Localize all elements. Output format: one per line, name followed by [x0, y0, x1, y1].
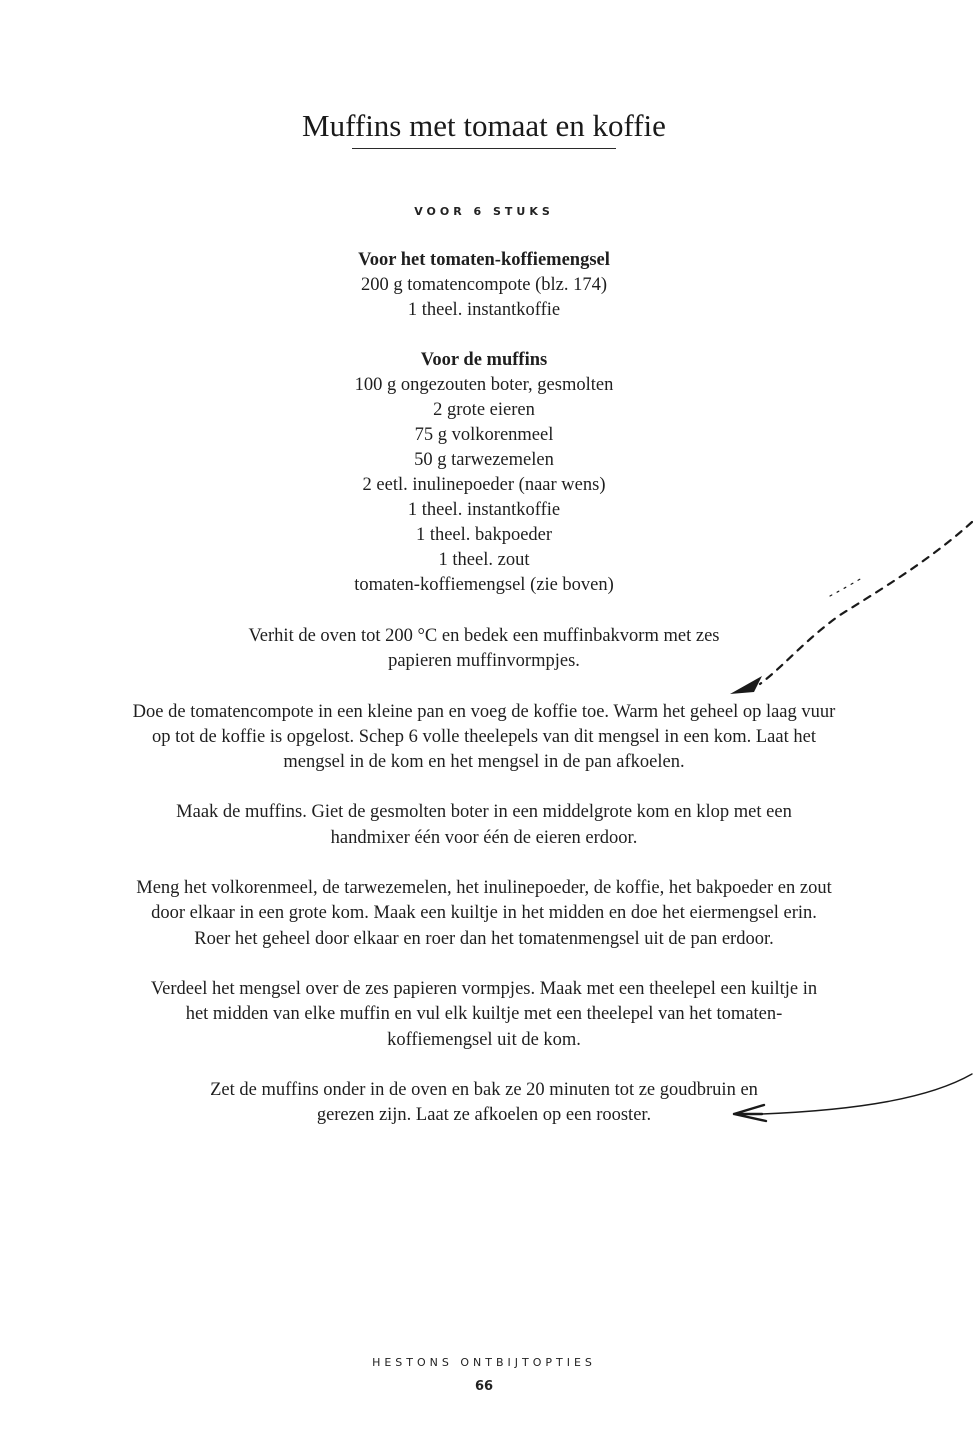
ingredient-item: 200 g tomatencompote (blz. 174): [360, 275, 608, 295]
ingredient-item: 2 eetl. inulinepoeder (naar wens): [362, 475, 606, 495]
method-step: Verhit de oven tot 200 °C en bedek een muffinbakvorm met zes papieren muffinvormpjes.: [248, 626, 720, 672]
page-title: Muffins met tomaat en koffie: [302, 108, 666, 143]
ingredients-list: [0, 248, 968, 623]
ingredient-item: tomaten-koffiemengsel (zie boven): [354, 575, 614, 595]
ingredient-item: 1 theel. instantkoffie: [407, 500, 561, 520]
ingredient-item: 1 theel. instantkoffie: [407, 300, 561, 320]
method-step: Maak de muffins. Giet de gesmolten boter in een middelgrote kom en klop met een handmixer één voor één de eieren erdoor.: [176, 802, 792, 848]
ingredient-group: [0, 348, 968, 598]
method-step: Doe de tomatencompote in een kleine pan en voeg de koffie toe. Warm het geheel op laag vuur op tot de koffie is opgelost. Schep 6 volle theelepels van dit mengsel in een kom. Laat het mengsel in de kom en het mengsel in de pan afkoelen.: [132, 701, 836, 773]
method-step: Zet de muffins onder in de oven en bak ze 20 minuten tot ze goudbruin en gerezen zijn. Laat ze afkoelen op een rooster.: [210, 1079, 758, 1126]
ingredient-item: 75 g volkorenmeel: [414, 425, 554, 445]
title-underline: [352, 148, 616, 149]
method-step: Verdeel het mengsel over de zes papieren vormpjes. Maak met een theelepel een kuiltje in het midden van elke muffin en vul elk kuiltje met een theelepel van het tomaten-koffiemengsel uit de kom.: [150, 978, 818, 1050]
ingredient-group-heading: Voor het tomaten-koffiemengsel: [358, 250, 610, 270]
ingredient-item: 100 g ongezouten boter, gesmolten: [354, 375, 614, 395]
ingredient-item: 1 theel. zout: [438, 550, 530, 570]
method-steps: [130, 624, 838, 1153]
running-footer: HESTONS ONTBIJTOPTIES: [372, 1356, 596, 1369]
ingredient-group-heading: Voor de muffins: [420, 350, 548, 370]
page-number: 66: [474, 1379, 494, 1394]
ingredient-item: 50 g tarwezemelen: [414, 450, 554, 470]
ingredient-item: 1 theel. bakpoeder: [415, 525, 553, 545]
method-step: Meng het volkorenmeel, de tarwezemelen, het inulinepoeder, de koffie, het bakpoeder en zout door elkaar in een grote kom. Maak een kuiltje in het midden en doe het eiermengsel erin. Roer het geheel door elkaar en roer dan het tomatenmengsel uit de pan erdoor.: [136, 878, 832, 949]
yield-label: VOOR 6 STUKS: [414, 205, 554, 218]
ingredient-group: [0, 248, 968, 323]
ingredient-item: 2 grote eieren: [433, 400, 535, 420]
